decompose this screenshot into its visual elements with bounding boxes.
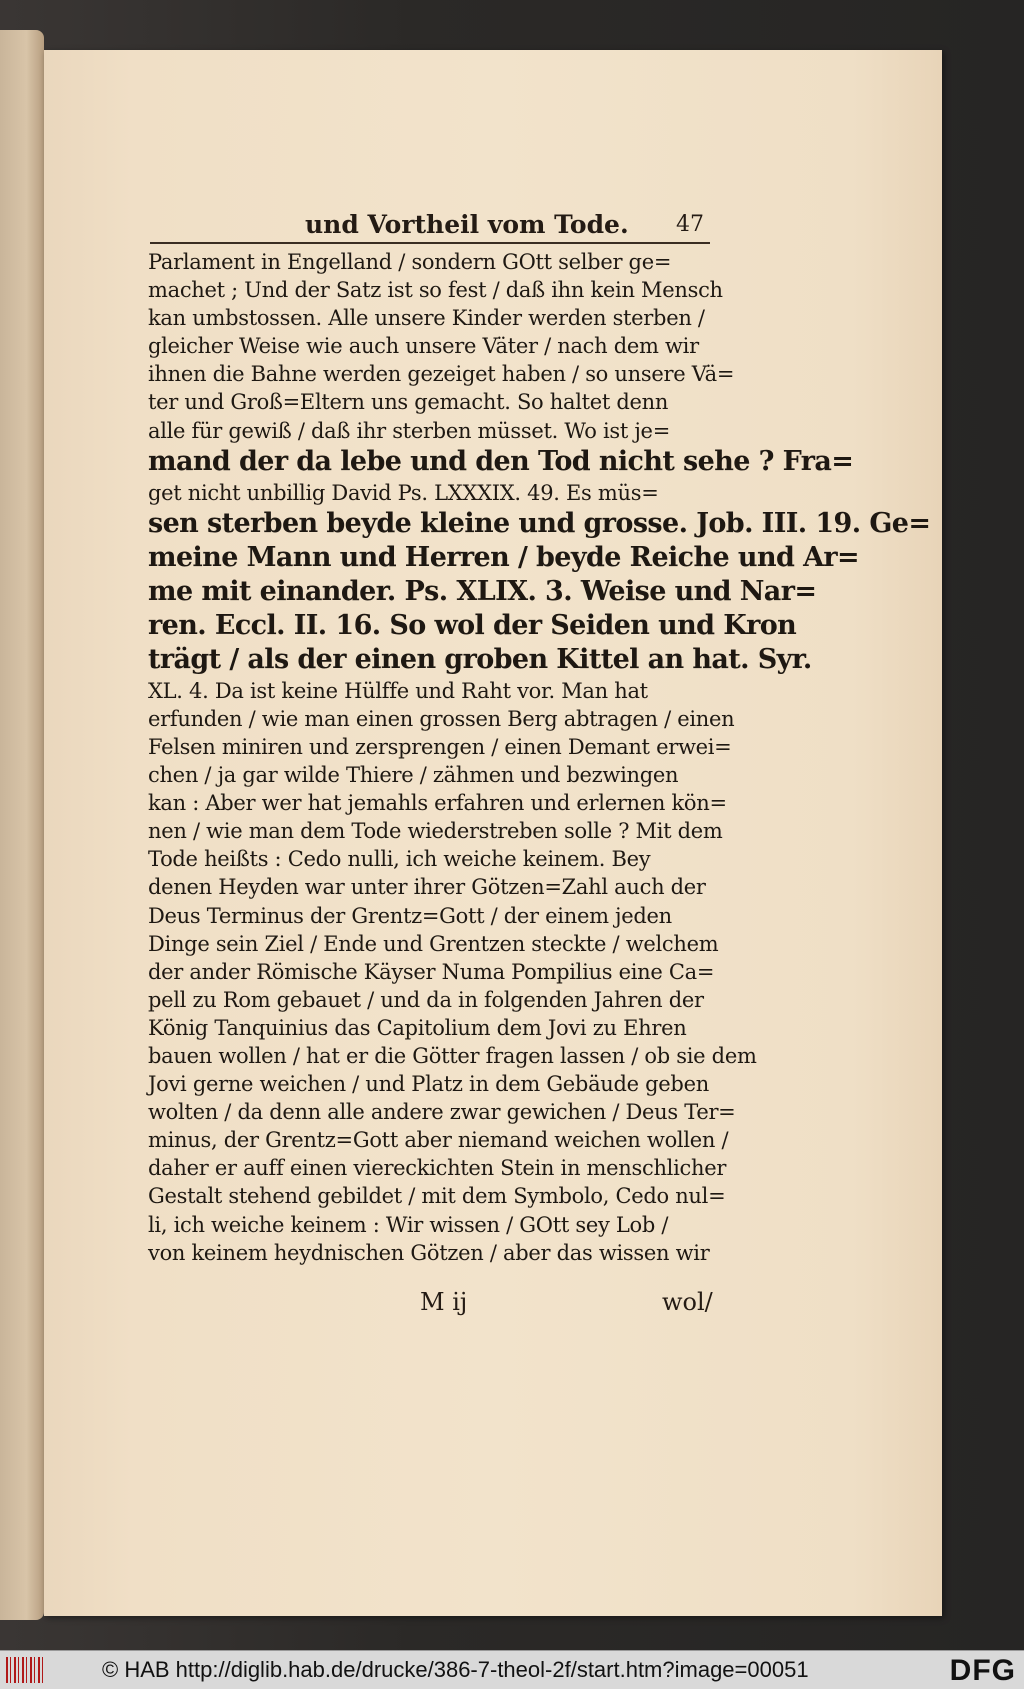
source-link[interactable]: © HAB http://diglib.hab.de/drucke/386-7-theol-2f/start.htm?image=00051	[102, 1657, 809, 1682]
text-line: König Tanquinius das Capitolium dem Jovi zu Ehren	[148, 1015, 687, 1040]
text-line: machet ; Und der Satz ist so fest / daß ihn kein Mensch	[148, 278, 723, 303]
source-bar	[0, 1650, 1024, 1689]
text-line: wolten / da denn alle andere zwar gewichen / Deus Ter=	[148, 1100, 736, 1125]
text-line: erfunden / wie man einen grossen Berg abtragen / einen	[148, 706, 735, 731]
text-line: li, ich weiche keinem : Wir wissen / GOtt sey Lob /	[148, 1212, 669, 1237]
text-line: XL. 4. Da ist keine Hülffe und Raht vor. Man hat	[148, 678, 648, 703]
text-line: Parlament in Engelland / sondern GOtt selber ge=	[148, 250, 672, 274]
text-line: mand der da lebe und den Tod nicht sehe ? Fra=	[148, 445, 854, 477]
text-line: ihnen die Bahne werden gezeiget haben / so unsere Vä=	[148, 362, 735, 387]
barcode-icon	[6, 1657, 44, 1683]
text-line: ren. Eccl. II. 16. So wol der Seiden und Kron	[148, 609, 797, 641]
running-header	[150, 210, 710, 244]
text-line: alle für gewiß / daß ihr sterben müsset. Wo ist je=	[148, 418, 670, 443]
text-line: Gestalt stehend gebildet / mit dem Symbolo, Cedo nul=	[148, 1184, 726, 1209]
text-line: kan umbstossen. Alle unsere Kinder werden sterben /	[148, 306, 705, 331]
text-line: Tode heißts : Cedo nulli, ich weiche keinem. Bey	[148, 847, 651, 872]
text-line: der ander Römische Käyser Numa Pompilius eine Ca=	[148, 959, 715, 984]
facing-page-edge	[0, 30, 44, 1620]
text-line: kan : Aber wer hat jemahls erfahren und erlernen kön=	[148, 791, 727, 816]
text-line: minus, der Grentz=Gott aber niemand weichen wollen /	[148, 1128, 729, 1153]
text-line: gleicher Weise wie auch unsere Väter / nach dem wir	[148, 334, 699, 359]
text-line: denen Heyden war unter ihrer Götzen=Zahl auch der	[148, 875, 706, 900]
catchword: wol/	[662, 1288, 713, 1316]
text-line: pell zu Rom gebauet / und da in folgenden Jahren der	[148, 987, 704, 1012]
text-line: trägt / als der einen groben Kittel an hat. Syr.	[148, 643, 812, 675]
signature-mark: M ij	[420, 1288, 468, 1316]
text-line: nen / wie man dem Tode wiederstreben solle ? Mit dem	[148, 819, 723, 844]
text-line: me mit einander. Ps. XLIX. 3. Weise und Nar=	[148, 575, 817, 607]
text-line: bauen wollen / hat er die Götter fragen lassen / ob sie dem	[148, 1043, 757, 1068]
text-line: Deus Terminus der Grentz=Gott / der einem jeden	[148, 903, 672, 928]
text-line: get nicht unbillig David Ps. LXXXIX. 49. Es müs=	[148, 480, 659, 505]
text-line: ter und Groß=Eltern uns gemacht. So haltet denn	[148, 390, 669, 415]
text-line: von keinem heydnischen Götzen / aber das wissen wir	[148, 1240, 710, 1265]
running-title: und Vortheil vom Tode.	[305, 210, 629, 239]
dfg-logo: DFG	[949, 1654, 1016, 1687]
text-line: Dinge sein Ziel / Ende und Grentzen steckte / welchem	[148, 931, 719, 956]
text-line: daher er auff einen viereckichten Stein in menschlicher	[148, 1156, 727, 1181]
body-text	[148, 248, 931, 1267]
text-line: sen sterben beyde kleine und grosse. Job. III. 19. Ge=	[148, 507, 931, 539]
text-line: Jovi gerne weichen / und Platz in dem Gebäude geben	[148, 1072, 709, 1097]
page-number: 47	[676, 212, 704, 237]
text-line: meine Mann und Herren / beyde Reiche und Ar=	[148, 541, 860, 573]
text-line: chen / ja gar wilde Thiere / zähmen und bezwingen	[148, 763, 679, 788]
text-line: Felsen miniren und zersprengen / einen Demant erwei=	[148, 734, 732, 759]
